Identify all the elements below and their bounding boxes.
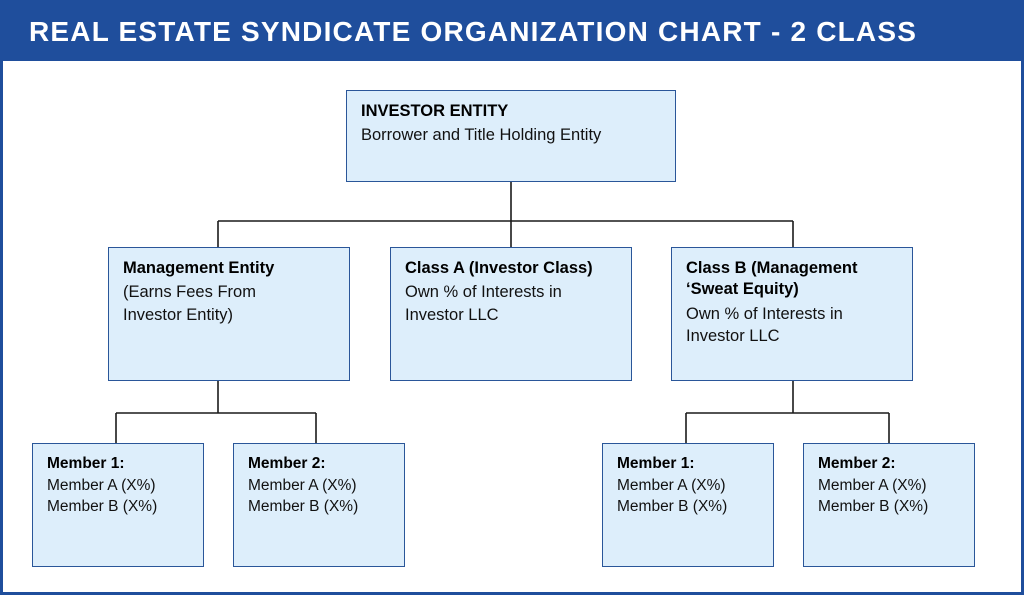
- node-management-member-1[interactable]: [32, 443, 204, 567]
- node-class-b-member-1[interactable]: [602, 443, 774, 567]
- node-management-member-1-line-1: Member A (X%): [47, 477, 156, 495]
- node-management-member-1-line-2: Member B (X%): [47, 497, 158, 515]
- page-title: REAL ESTATE SYNDICATE ORGANIZATION CHART - 2 CLASS: [29, 16, 918, 47]
- node-class-b[interactable]: [671, 247, 913, 381]
- node-class-a[interactable]: [390, 247, 632, 381]
- node-investor-entity-title: INVESTOR ENTITY: [361, 102, 509, 120]
- node-management-entity-title: Management Entity: [123, 259, 275, 277]
- node-class-a-title: Class A (Investor Class): [405, 259, 593, 277]
- node-management-member-2-title: Member 2:: [248, 455, 326, 472]
- chart-canvas: [3, 61, 1021, 592]
- node-management-entity-line-1: (Earns Fees From: [123, 283, 256, 302]
- node-class-b-member-2-line-2: Member B (X%): [818, 497, 929, 515]
- node-management-entity[interactable]: [108, 247, 350, 381]
- title-bar: [3, 3, 1024, 61]
- node-class-b-member-1-title: Member 1:: [617, 455, 695, 472]
- node-management-member-1-title: Member 1:: [47, 455, 125, 472]
- node-class-b-member-2[interactable]: [803, 443, 975, 567]
- node-class-b-member-1-line-1: Member A (X%): [617, 477, 726, 495]
- node-investor-entity-line-1: Borrower and Title Holding Entity: [361, 126, 602, 145]
- node-management-member-2-line-2: Member B (X%): [248, 497, 359, 515]
- node-management-member-2[interactable]: [233, 443, 405, 567]
- node-class-b-line-1: Own % of Interests in: [686, 304, 843, 323]
- node-class-a-line-2: Investor LLC: [405, 305, 499, 324]
- node-class-b-title: Class B (Management ‘Sweat Equity): [686, 259, 858, 299]
- node-class-a-line-1: Own % of Interests in: [405, 283, 562, 302]
- node-class-b-member-2-title: Member 2:: [818, 455, 896, 472]
- node-class-b-line-2: Investor LLC: [686, 326, 780, 345]
- node-investor-entity[interactable]: [346, 90, 676, 182]
- node-management-member-2-line-1: Member A (X%): [248, 477, 357, 495]
- node-management-entity-line-2: Investor Entity): [123, 305, 234, 324]
- node-class-b-member-1-line-2: Member B (X%): [617, 497, 728, 515]
- node-class-b-member-2-line-1: Member A (X%): [818, 477, 927, 495]
